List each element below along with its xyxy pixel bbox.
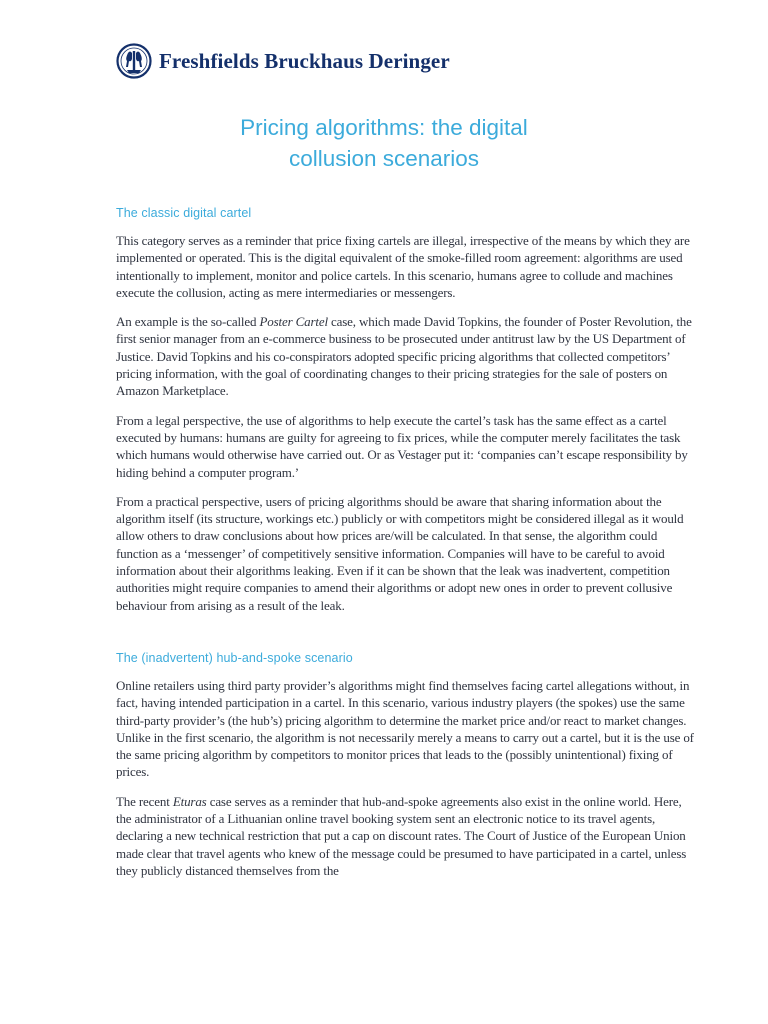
article-body xyxy=(116,206,696,891)
section-heading-hub-and-spoke: The (inadvertent) hub-and-spoke scenario xyxy=(116,650,353,665)
paragraph: This category serves as a reminder that price fixing cartels are illegal, irrespective of the means by which they are implemented or operated. This is the digital equivalent of the smoke-filled room agreement: algorithms are used intentionally to implement, monitor and police cartels. In this scenario, humans agree to collude and machines execute the collusion, acting as mere intermediaries or messengers. xyxy=(116,233,690,300)
paragraph: From a legal perspective, the use of algorithms to help execute the cartel’s task has the same effect as a cartel executed by humans: humans are guilty for agreeing to fix prices, while the computer merely facilitates the task which humans would otherwise have carried out. Or as Vestager put it: ‘companies can’t escape responsibility by hiding behind a computer program.’ xyxy=(116,412,688,480)
title-line-2: collusion scenarios xyxy=(288,146,480,171)
paragraph: Online retailers using third party provider’s algorithms might find themselves facing cartel allegations without, in fact, having intended participation in a cartel. In this scenario, various industry players (the spokes) use the same third-party provider’s (the hub’s) pricing algorithm to determine the market price and/or react to market changes. Unlike in the first scenario, the algorithm is not necessarily merely a means to carry out a cartel, but it is the use of the same pricing algorithm by competitors to monitor prices that leads to the (possibly unintentional) fixing of prices. xyxy=(116,677,694,780)
paragraph-text: case, which made David Topkins, the founder of Poster Revolution, the first senior manager from an e-commerce business to be prosecuted under antitrust law by the US Department of Justice. David Topkins and his co-conspirators adopted specific pricing algorithms that collected competitors’ pricing information, with the goal of coordinating changes to their pricing strategies for the sale of posters on Amazon Marketplace. xyxy=(116,314,692,399)
paragraph-text: The recent xyxy=(116,793,173,809)
case-name-poster-cartel: Poster Cartel xyxy=(259,314,328,330)
case-name-eturas: Eturas xyxy=(172,793,207,809)
page-header xyxy=(116,40,450,82)
paragraph-text: case serves as a reminder that hub-and-spoke agreements also exist in the online world. Here, the administrator of a Lithuanian online travel booking system sent an electronic notice to its travel agents, declaring a new technical restriction that put a cap on discount rates. The Court of Justice of the European Union made clear that travel agents who knew of the message could be presumed to have participated in a cartel, unless they publicly distanced themselves from the xyxy=(116,793,687,878)
paragraph xyxy=(116,313,696,399)
paragraph: From a practical perspective, users of pricing algorithms should be aware that sharing information about the algorithm itself (its structure, workings etc.) publicly or with competitors might be considered illegal as it would allow others to draw conclusions about how prices are/will be calculated. In that sense, the algorithm could function as a ‘messenger’ of competitively sensitive information. Companies will have to be careful to avoid information about their algorithms leaking. Even if it can be shown that the leak was inadvertent, competition authorities might require companies to amend their algorithms or adopt new ones in order to prevent collusive behaviour from arising as a result of the leak. xyxy=(116,493,684,613)
paragraph xyxy=(116,793,696,879)
freshfields-logo-icon xyxy=(116,41,152,81)
title-line-1: Pricing algorithms: the digital xyxy=(240,115,528,140)
page-title xyxy=(0,112,768,174)
brand-name: Freshfields Bruckhaus Deringer xyxy=(159,48,450,73)
paragraph-text: An example is the so-called xyxy=(116,314,260,330)
section-heading-classic-digital-cartel: The classic digital cartel xyxy=(116,206,252,220)
